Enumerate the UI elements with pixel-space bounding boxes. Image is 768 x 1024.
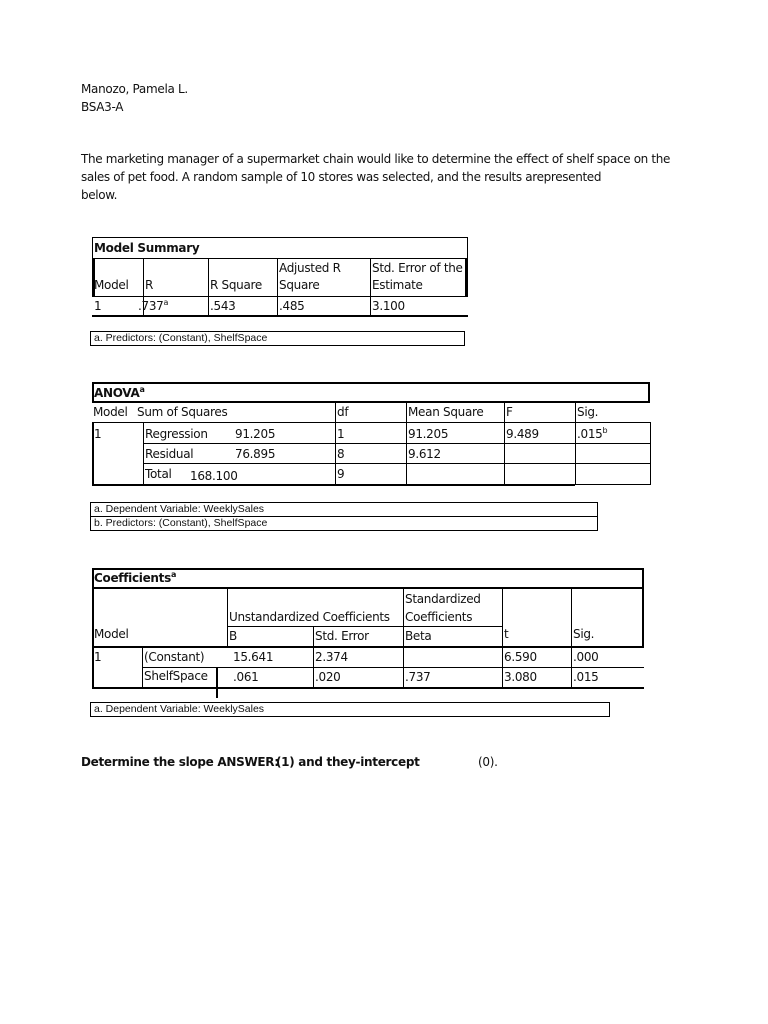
coef-title: Coefficients$^a$ bbox=[94, 570, 177, 585]
coef-header-t: t bbox=[504, 627, 509, 641]
question-part-2: (1) and they-intercept bbox=[276, 755, 420, 769]
coef-shelfspace-sig: .015 bbox=[573, 670, 599, 684]
anova-footnotes bbox=[90, 502, 598, 531]
anova-regression-label: Regression bbox=[145, 427, 208, 441]
coef-header-std-1: Standardized bbox=[405, 592, 481, 606]
coef-header-unstd: Unstandardized Coefficients bbox=[229, 610, 390, 624]
student-name: Manozo, Pamela L. bbox=[81, 82, 188, 96]
anova-footnote-b: b. Predictors: (Constant), ShelfSpace bbox=[91, 516, 597, 530]
coef-constant-se: 2.374 bbox=[315, 650, 348, 664]
coef-shelfspace-b: .061 bbox=[233, 670, 259, 684]
ms-header-r: R bbox=[145, 278, 154, 292]
coef-model: 1 bbox=[94, 650, 102, 664]
anova-residual-ss: 76.895 bbox=[235, 447, 276, 461]
anova-residual-label: Residual bbox=[145, 447, 194, 461]
anova-header-ms: Mean Square bbox=[408, 405, 484, 419]
anova-total-label: Total bbox=[145, 467, 172, 481]
question-part-3: (0). bbox=[478, 755, 498, 769]
ms-footnote: a. Predictors: (Constant), ShelfSpace bbox=[90, 331, 465, 346]
coef-shelfspace-beta: .737 bbox=[405, 670, 431, 684]
anova-header-f: F bbox=[506, 405, 513, 419]
problem-line-1: The marketing manager of a supermarket chain would like to determine the effect of shelf space on the bbox=[81, 152, 671, 166]
coef-header-sig: Sig. bbox=[573, 627, 595, 641]
ms-header-adj-r-1: Adjusted R bbox=[279, 261, 341, 275]
coef-shelfspace-label: ShelfSpace bbox=[144, 669, 208, 683]
problem-line-3: below. bbox=[81, 188, 118, 202]
coef-header-se: Std. Error bbox=[315, 629, 369, 643]
anova-regression-ms: 91.205 bbox=[408, 427, 449, 441]
anova-header-df: df bbox=[337, 405, 349, 419]
anova-total-ss: 168.100 bbox=[190, 469, 238, 483]
student-section: BSA3-A bbox=[81, 100, 124, 114]
ms-row-model: 1 bbox=[94, 299, 102, 313]
anova-total-df: 9 bbox=[337, 467, 345, 481]
model-summary-title: Model Summary bbox=[94, 241, 200, 255]
ms-row-r-square: .543 bbox=[210, 299, 236, 313]
ms-header-adj-r-2: Square bbox=[279, 278, 320, 292]
ms-row-r: .737$^a$ bbox=[138, 298, 169, 313]
ms-header-r-square: R Square bbox=[210, 278, 262, 292]
anova-header-model: Model bbox=[93, 405, 128, 419]
coef-constant-t: 6.590 bbox=[504, 650, 537, 664]
ms-row-adj-r: .485 bbox=[279, 299, 305, 313]
anova-model: 1 bbox=[94, 427, 102, 441]
anova-regression-ss: 91.205 bbox=[235, 427, 276, 441]
anova-residual-df: 8 bbox=[337, 447, 345, 461]
coef-header-model: Model bbox=[94, 627, 129, 641]
anova-regression-df: 1 bbox=[337, 427, 345, 441]
coef-shelfspace-t: 3.080 bbox=[504, 670, 537, 684]
anova-regression-sig: .015$^b$ bbox=[577, 426, 608, 441]
coef-header-beta: Beta bbox=[405, 629, 432, 643]
anova-footnote-a: a. Dependent Variable: WeeklySales bbox=[94, 503, 265, 515]
anova-residual-ms: 9.612 bbox=[408, 447, 441, 461]
anova-title-box bbox=[92, 382, 650, 403]
anova-title: ANOVA$^a$ bbox=[94, 385, 145, 400]
anova-header-sig: Sig. bbox=[577, 405, 599, 419]
coef-constant-sig: .000 bbox=[573, 650, 599, 664]
coef-header-b: B bbox=[229, 629, 237, 643]
coef-shelfspace-se: .020 bbox=[315, 670, 341, 684]
problem-statement bbox=[81, 150, 681, 204]
ms-row-se: 3.100 bbox=[372, 299, 405, 313]
question-part-1: Determine the slope ANSWER: bbox=[81, 755, 279, 769]
ms-header-se-1: Std. Error of the bbox=[372, 261, 463, 275]
problem-line-2: sales of pet food. A random sample of 10 stores was selected, and the results arepresented bbox=[81, 170, 602, 184]
coef-footnote: a. Dependent Variable: WeeklySales bbox=[90, 702, 610, 717]
anova-regression-f: 9.489 bbox=[506, 427, 539, 441]
coef-header-std-2: Coefficients bbox=[405, 610, 473, 624]
coef-constant-b: 15.641 bbox=[233, 650, 274, 664]
ms-header-model: Model bbox=[94, 278, 129, 292]
ms-header-se-2: Estimate bbox=[372, 278, 423, 292]
anova-header-ss: Sum of Squares bbox=[137, 405, 228, 419]
coef-constant-label: (Constant) bbox=[144, 650, 205, 664]
